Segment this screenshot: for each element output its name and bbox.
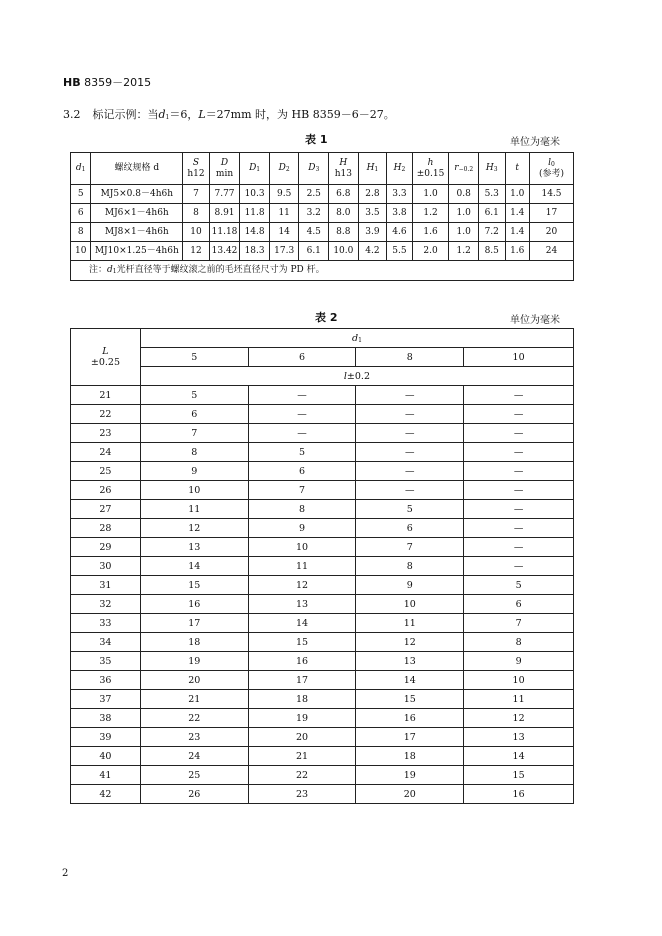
table-cell: 9.5 [269,185,299,204]
table2-column-header: 10 [464,348,574,367]
header-symbol: h [427,157,434,168]
table-cell: 14 [248,614,356,633]
table1-unit: 单位为毫米 [510,137,560,148]
table1-header-cell [358,153,387,185]
table-cell: — [356,462,464,481]
table-cell: 42 [71,785,141,804]
table1-header-cell [183,153,210,185]
table-cell: 24 [71,443,141,462]
table-cell: 11.8 [240,204,270,223]
table-row [71,747,574,766]
table1-header-cell [269,153,299,185]
table-cell: 13 [140,538,248,557]
table-row [71,405,574,424]
table-cell: 7 [356,538,464,557]
table-cell: 20 [529,223,573,242]
table-cell: 7 [140,424,248,443]
table-cell: — [356,405,464,424]
header-symbol: S [192,157,200,168]
table-cell: 5.3 [478,185,505,204]
table-cell: 24 [140,747,248,766]
clause-sub: 1 [165,114,170,121]
table-cell: 5 [71,185,91,204]
table-row [71,443,574,462]
table-cell: 27 [71,500,141,519]
table-cell: 21 [248,747,356,766]
table-cell: 1.0 [449,204,479,223]
table-cell: 24 [529,242,573,261]
table1-header-cell [412,153,449,185]
table-row [71,690,574,709]
table-cell: 10 [464,671,574,690]
table-row [71,785,574,804]
table-row [71,766,574,785]
table-cell: 5 [356,500,464,519]
table-cell: MJ10×1.25－4h6h [91,242,183,261]
table-cell: 35 [71,652,141,671]
group-subscript: 1 [358,336,362,344]
table-cell: 9 [140,462,248,481]
table-cell: 12 [464,709,574,728]
table-cell: 8.5 [478,242,505,261]
table-cell: 12 [140,519,248,538]
header-symbol: H [366,163,375,173]
header-symbol: D [278,163,286,173]
subheader-symbol: l [343,370,347,382]
table-cell: 10 [248,538,356,557]
table-cell: 22 [248,766,356,785]
table1-header-cell [209,153,240,185]
table-cell: 26 [71,481,141,500]
note-prefix: 注： [89,265,108,275]
table-cell: 3.2 [299,204,329,223]
table-cell: 11 [248,557,356,576]
table-cell: 10.3 [240,185,270,204]
table-cell: — [464,519,574,538]
table1-header-cell [71,153,91,185]
header-symbol: D [308,163,316,173]
table-cell: 9 [356,576,464,595]
table2-caption: 表 2 [315,311,338,324]
table-row [71,709,574,728]
table-row [71,500,574,519]
group-symbol: d [351,332,359,344]
table2-header-row [71,329,574,348]
table-cell: — [464,538,574,557]
table-cell: 8.8 [329,223,359,242]
table-cell: 33 [71,614,141,633]
table-cell: — [248,405,356,424]
header-subscript: 1 [112,268,117,275]
table-1 [70,152,574,281]
table-cell: 23 [248,785,356,804]
table-cell: 13.42 [209,242,240,261]
table-cell: 8.0 [329,204,359,223]
table-cell: 15 [248,633,356,652]
standard-number: 8359－2015 [84,76,152,89]
table-cell: 0.8 [449,185,479,204]
table-row [71,557,574,576]
header-subscript: 1 [81,166,86,173]
table-cell: 7 [464,614,574,633]
table-cell: 6 [71,204,91,223]
table-cell: — [356,443,464,462]
clause-number: 3.2 [63,108,81,121]
header-symbol: l [548,157,552,168]
table-row [71,242,574,261]
table-row [71,538,574,557]
table-cell: 23 [140,728,248,747]
table-cell: 36 [71,671,141,690]
table-cell: 2.5 [299,185,329,204]
table-row [71,671,574,690]
table-cell: 6 [464,595,574,614]
table-cell: 2.0 [412,242,449,261]
header-subscript: 3 [493,166,498,173]
table-cell: 8 [71,223,91,242]
table1-header-cell [387,153,413,185]
table-2 [70,328,574,804]
table-cell: MJ5×0.8－4h6h [91,185,183,204]
header-symbol: d [75,163,82,173]
table1-header-cell [529,153,573,185]
table-cell: 7 [248,481,356,500]
table-cell: — [464,481,574,500]
table-row [71,462,574,481]
table-cell: 8 [183,204,210,223]
table-cell: 12 [356,633,464,652]
table-cell: 3.8 [387,204,413,223]
table-cell: 3.9 [358,223,387,242]
table-cell: 8.91 [209,204,240,223]
table-cell: 9 [464,652,574,671]
table-cell: 8 [140,443,248,462]
table-row [71,576,574,595]
table-cell: 8 [356,557,464,576]
table-cell: 6.1 [299,242,329,261]
header-subscript: 2 [285,166,290,173]
table-cell: 17 [529,204,573,223]
table-cell: — [464,462,574,481]
table-cell: 21 [71,386,141,405]
table2-column-group [140,329,573,348]
table-cell: 25 [140,766,248,785]
table-cell: 18.3 [240,242,270,261]
table-cell: 13 [356,652,464,671]
table-cell: — [464,405,574,424]
table-row [71,633,574,652]
table-cell: — [356,424,464,443]
table1-header-row [71,153,574,185]
table1-header-cell [478,153,505,185]
table-cell: 8 [248,500,356,519]
table-cell: — [464,424,574,443]
header-line2: min [215,168,234,179]
table2-unit: 单位为毫米 [510,315,560,326]
table-cell: 19 [140,652,248,671]
table-cell: 1.4 [505,223,529,242]
header-symbol: d [107,265,113,275]
table-cell: — [248,386,356,405]
table-cell: 11 [269,204,299,223]
header-line2: ±0.15 [416,168,445,179]
table1-header-cell [329,153,359,185]
table-cell: — [356,386,464,405]
row-header-symbol: L [102,346,109,357]
table-cell: 39 [71,728,141,747]
header-symbol: D [220,157,229,168]
table-cell: 20 [248,728,356,747]
table-cell: — [464,386,574,405]
table-cell: 4.6 [387,223,413,242]
table-row [71,223,574,242]
table-cell: 1.0 [505,185,529,204]
clause-text: ＝27mm 时，为 HB 8359－6－27。 [205,108,395,121]
table-cell: 3.5 [358,204,387,223]
table-cell: 22 [71,405,141,424]
table-cell: 11 [140,500,248,519]
table-cell: 10 [140,481,248,500]
table-cell: 26 [140,785,248,804]
table-cell: 40 [71,747,141,766]
table-cell: 5.5 [387,242,413,261]
table-cell: 1.0 [449,223,479,242]
table-cell: 1.2 [412,204,449,223]
table-cell: 11.18 [209,223,240,242]
table1-note [71,261,574,281]
table-cell: 15 [356,690,464,709]
table-cell: 6 [356,519,464,538]
table-cell: 1.4 [505,204,529,223]
table2-columns-row [71,348,574,367]
table-cell: 18 [248,690,356,709]
table2-subheader-row [71,367,574,386]
table1-header-cell [299,153,329,185]
table2-subheader [140,367,573,386]
table-cell: 17.3 [269,242,299,261]
header-line2: h13 [334,168,352,179]
table-cell: 13 [248,595,356,614]
table-cell: 17 [356,728,464,747]
table1-note-row [71,261,574,281]
header-subscript: 0 [551,160,555,168]
header-subscript: −0.2 [458,166,474,173]
table-cell: 15 [140,576,248,595]
header-subscript: 3 [315,166,320,173]
table-cell: 6.1 [478,204,505,223]
table-cell: 21 [140,690,248,709]
table-cell: 20 [356,785,464,804]
table-row [71,204,574,223]
document-header [63,74,151,90]
table-cell: — [464,443,574,462]
table-cell: 10 [71,242,91,261]
table-row [71,386,574,405]
table-cell: 14 [140,557,248,576]
table-cell: 25 [71,462,141,481]
table-cell: 14 [464,747,574,766]
table2-column-header: 5 [140,348,248,367]
table-cell: 30 [71,557,141,576]
table-row [71,614,574,633]
table2-row-header [71,329,141,386]
table-cell: MJ6×1－4h6h [91,204,183,223]
table-cell: 15 [464,766,574,785]
table-cell: 19 [248,709,356,728]
table-cell: 2.8 [358,185,387,204]
table-cell: 1.0 [412,185,449,204]
header-symbol: H [339,157,348,168]
clause-var: d [158,108,166,121]
table-cell: 10 [356,595,464,614]
table-cell: 4.2 [358,242,387,261]
table-cell: 17 [248,671,356,690]
table-cell: 16 [248,652,356,671]
table-cell: 7.77 [209,185,240,204]
table-cell: — [356,481,464,500]
table-row [71,652,574,671]
clause-var: L [198,108,206,121]
table-cell: 22 [140,709,248,728]
table-cell: 41 [71,766,141,785]
table-cell: 34 [71,633,141,652]
table-row [71,481,574,500]
header-symbol: r [454,163,459,173]
table-row [71,424,574,443]
table-cell: 17 [140,614,248,633]
table-cell: 20 [140,671,248,690]
table-cell: 5 [464,576,574,595]
table-row [71,595,574,614]
table1-header-cell [91,153,183,185]
table-cell: — [248,424,356,443]
table-cell: 14.5 [529,185,573,204]
header-subscript: 1 [374,166,379,173]
clause-text: 标记示例：当 [92,108,159,121]
table-cell: 12 [248,576,356,595]
table-cell: 28 [71,519,141,538]
table-cell: 9 [248,519,356,538]
header-line2: h12 [187,168,205,179]
header-symbol: t [515,163,520,173]
table2-column-header: 6 [248,348,356,367]
table-cell: 11 [356,614,464,633]
page-number: 2 [62,868,69,879]
table-cell: 12 [183,242,210,261]
table-cell: 6 [248,462,356,481]
table-cell: 37 [71,690,141,709]
table-cell: 16 [464,785,574,804]
table1-caption: 表 1 [305,133,328,146]
clause-3-2 [63,106,395,122]
standard-code: HB [63,76,81,89]
table-cell: 38 [71,709,141,728]
table-cell: 10 [183,223,210,242]
table-cell: 31 [71,576,141,595]
table-cell: 1.6 [505,242,529,261]
table-cell: 14 [356,671,464,690]
header-line2: (参考) [538,168,564,179]
table-cell: 8 [464,633,574,652]
header-subscript: 2 [401,166,406,173]
table-cell: — [464,557,574,576]
table-cell: 5 [248,443,356,462]
header-subscript: 1 [256,166,261,173]
table-cell: — [464,500,574,519]
table-cell: 16 [356,709,464,728]
table-cell: MJ8×1－4h6h [91,223,183,242]
table2-column-header: 8 [356,348,464,367]
table-cell: 3.3 [387,185,413,204]
table-cell: 6.8 [329,185,359,204]
table-cell: 6 [140,405,248,424]
note-text: 光杆直径等于螺纹滚之前的毛坯直径尺寸为 PD 杆。 [116,265,325,275]
table-cell: 5 [140,386,248,405]
table-cell: 18 [140,633,248,652]
header-symbol: D [249,163,257,173]
table-cell: 10.0 [329,242,359,261]
table1-header-cell [449,153,479,185]
header-text: 螺纹规格 d [114,163,160,173]
clause-text: ＝6， [169,108,199,121]
table-row [71,185,574,204]
table-cell: 4.5 [299,223,329,242]
table-cell: 29 [71,538,141,557]
table-cell: 16 [140,595,248,614]
table-cell: 19 [356,766,464,785]
row-header-tolerance: ±0.25 [90,357,120,368]
table-cell: 32 [71,595,141,614]
header-symbol: H [393,163,402,173]
table-cell: 7 [183,185,210,204]
table-cell: 18 [356,747,464,766]
table-cell: 11 [464,690,574,709]
table-cell: 14 [269,223,299,242]
table-row [71,728,574,747]
table-cell: 14.8 [240,223,270,242]
table-cell: 1.6 [412,223,449,242]
table1-header-cell [240,153,270,185]
header-symbol: H [485,163,494,173]
table-cell: 13 [464,728,574,747]
table-cell: 23 [71,424,141,443]
table-cell: 7.2 [478,223,505,242]
table-cell: 1.2 [449,242,479,261]
table1-header-cell [505,153,529,185]
subheader-tolerance: ±0.2 [346,370,370,382]
table-row [71,519,574,538]
